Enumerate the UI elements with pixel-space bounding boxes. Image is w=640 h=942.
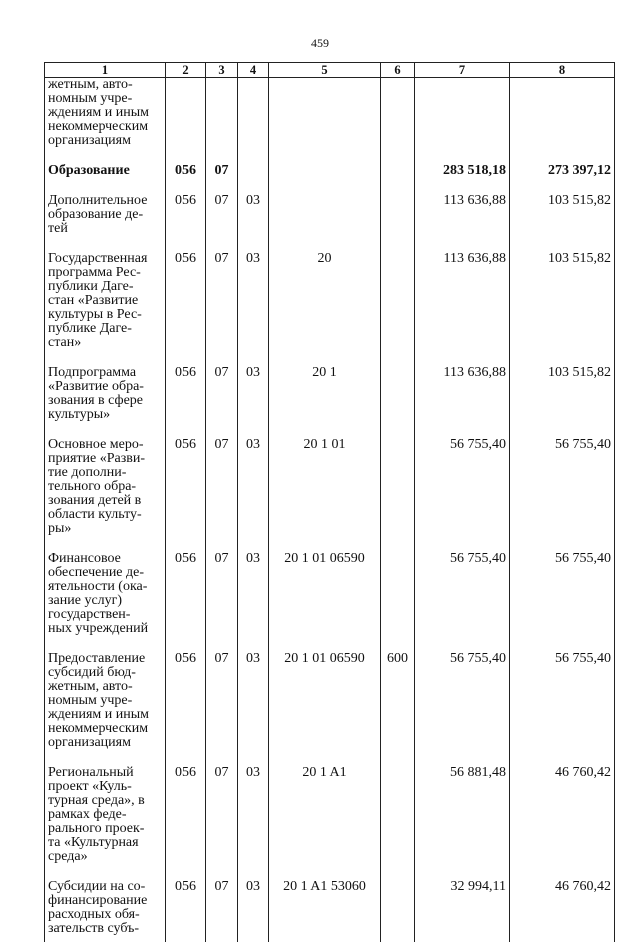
code-section: 07 [206, 438, 238, 552]
row-label: Дополнительное образование де- тей [45, 194, 166, 252]
table-row [45, 880, 615, 942]
code-section: 07 [206, 552, 238, 652]
code-section [206, 78, 238, 165]
table-row [45, 252, 615, 366]
column-header: 2 [166, 63, 206, 78]
code-target-article [269, 194, 381, 252]
code-section: 07 [206, 652, 238, 766]
code-target-article: 20 1 01 06590 [269, 552, 381, 652]
column-header: 5 [269, 63, 381, 78]
column-header: 7 [415, 63, 510, 78]
table-row [45, 194, 615, 252]
amount-col-7: 113 636,88 [415, 366, 510, 438]
code-target-article [269, 164, 381, 194]
code-section: 07 [206, 164, 238, 194]
code-ministry: 056 [166, 652, 206, 766]
row-label: Региональный проект «Куль- турная среда», в рамках феде- рального проек- та «Культурная среда» [45, 766, 166, 880]
code-subsection: 03 [238, 438, 269, 552]
column-header: 6 [381, 63, 415, 78]
code-expense-type [381, 552, 415, 652]
code-expense-type: 600 [381, 652, 415, 766]
row-label: Образование [45, 164, 166, 194]
row-label: жетным, авто- номным учре- ждениям и иным некоммерческим организациям [45, 78, 166, 165]
code-subsection: 03 [238, 366, 269, 438]
code-section: 07 [206, 194, 238, 252]
column-header: 8 [510, 63, 615, 78]
amount-col-7: 113 636,88 [415, 252, 510, 366]
amount-col-8 [510, 78, 615, 165]
column-header: 1 [45, 63, 166, 78]
amount-col-8: 103 515,82 [510, 366, 615, 438]
amount-col-7: 56 755,40 [415, 438, 510, 552]
amount-col-7: 283 518,18 [415, 164, 510, 194]
code-ministry: 056 [166, 252, 206, 366]
code-target-article: 20 1 A1 53060 [269, 880, 381, 942]
row-label: Основное меро- приятие «Разви- тие дополни- тельного обра- зования детей в области культу- ры» [45, 438, 166, 552]
amount-col-8: 56 755,40 [510, 438, 615, 552]
column-header: 4 [238, 63, 269, 78]
code-section: 07 [206, 366, 238, 438]
table-row [45, 164, 615, 194]
code-ministry [166, 78, 206, 165]
amount-col-7: 113 636,88 [415, 194, 510, 252]
code-ministry: 056 [166, 194, 206, 252]
code-subsection: 03 [238, 880, 269, 942]
row-label: Государственная программа Рес- публики Даге- стан «Развитие культуры в Рес- публике Даге- стан» [45, 252, 166, 366]
amount-col-8: 103 515,82 [510, 194, 615, 252]
table-row [45, 766, 615, 880]
code-target-article: 20 1 A1 [269, 766, 381, 880]
amount-col-7: 56 755,40 [415, 652, 510, 766]
amount-col-8: 273 397,12 [510, 164, 615, 194]
code-ministry: 056 [166, 366, 206, 438]
row-label: Финансовое обеспечение де- ятельности (ока- зание услуг) государствен- ных учреждений [45, 552, 166, 652]
page-number: 459 [0, 36, 640, 51]
code-target-article: 20 1 01 [269, 438, 381, 552]
row-label: Предоставление субсидий бюд- жетным, авто- номным учре- ждениям и иным некоммерческим организациям [45, 652, 166, 766]
table-row [45, 366, 615, 438]
amount-col-7: 32 994,11 [415, 880, 510, 942]
code-section: 07 [206, 766, 238, 880]
code-target-article: 20 [269, 252, 381, 366]
code-ministry: 056 [166, 880, 206, 942]
column-header: 3 [206, 63, 238, 78]
amount-col-8: 56 755,40 [510, 552, 615, 652]
code-expense-type [381, 766, 415, 880]
amount-col-8: 46 760,42 [510, 880, 615, 942]
table-row [45, 78, 615, 165]
code-expense-type [381, 252, 415, 366]
code-expense-type [381, 78, 415, 165]
code-expense-type [381, 194, 415, 252]
header-row [45, 63, 615, 78]
table-row [45, 652, 615, 766]
code-expense-type [381, 366, 415, 438]
row-label: Субсидии на со- финансирование расходных обя- зательств субъ- [45, 880, 166, 942]
code-section: 07 [206, 880, 238, 942]
table-body [45, 78, 615, 942]
code-target-article: 20 1 01 06590 [269, 652, 381, 766]
code-ministry: 056 [166, 766, 206, 880]
amount-col-8: 103 515,82 [510, 252, 615, 366]
code-subsection: 03 [238, 252, 269, 366]
code-ministry: 056 [166, 438, 206, 552]
code-ministry: 056 [166, 164, 206, 194]
amount-col-7: 56 755,40 [415, 552, 510, 652]
code-subsection [238, 78, 269, 165]
amount-col-7 [415, 78, 510, 165]
table-row [45, 438, 615, 552]
code-target-article: 20 1 [269, 366, 381, 438]
amount-col-7: 56 881,48 [415, 766, 510, 880]
code-subsection [238, 164, 269, 194]
code-expense-type [381, 438, 415, 552]
code-expense-type [381, 880, 415, 942]
table-row [45, 552, 615, 652]
code-target-article [269, 78, 381, 165]
amount-col-8: 56 755,40 [510, 652, 615, 766]
code-subsection: 03 [238, 766, 269, 880]
code-ministry: 056 [166, 552, 206, 652]
code-expense-type [381, 164, 415, 194]
code-section: 07 [206, 252, 238, 366]
code-subsection: 03 [238, 194, 269, 252]
code-subsection: 03 [238, 552, 269, 652]
code-subsection: 03 [238, 652, 269, 766]
budget-table [44, 62, 615, 942]
row-label: Подпрограмма «Развитие обра- зования в сфере культуры» [45, 366, 166, 438]
amount-col-8: 46 760,42 [510, 766, 615, 880]
